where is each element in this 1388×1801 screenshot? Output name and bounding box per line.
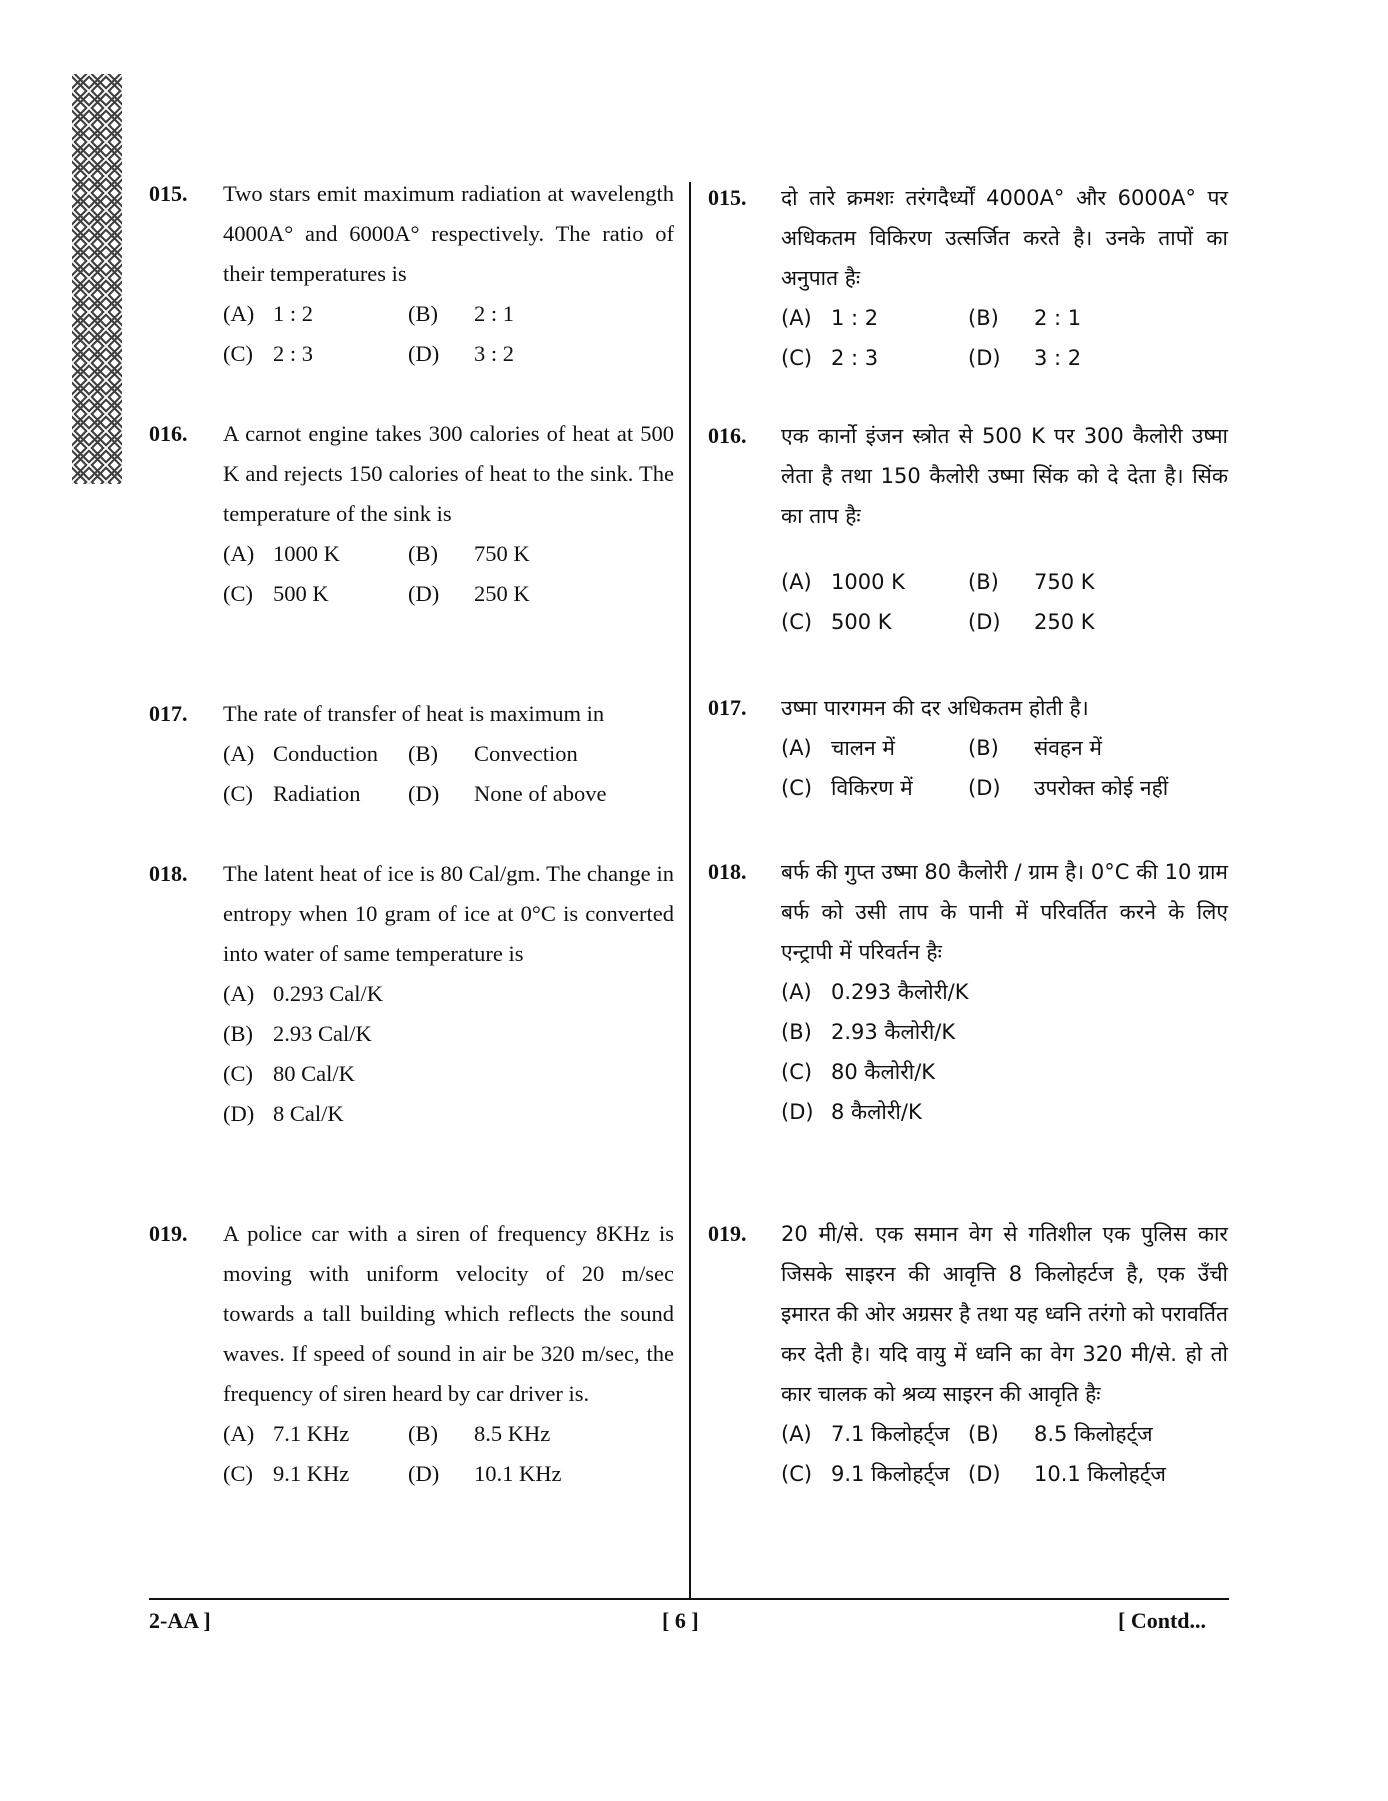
option-value: 9.1 KHz [273, 1461, 350, 1486]
option-label: (C) [781, 1060, 813, 1084]
option-value: None of above [474, 781, 607, 806]
question-number: 016. [708, 423, 747, 448]
question-text: 20 मी/से. एक समान वेग से गतिशील एक पुलिस कार जिसके साइरन की आवृत्ति 8 किलोहर्टज है, एक उँची इमारत की ओर अग्रसर है तथा यह ध्वनि तरंगो को परावर्तित कर देती है। यदि वायु में ध्वनि का वेग 320 मी/से. हो तो कार चालक को श्रव्य साइरन की आवृति हैः [781, 1222, 1228, 1406]
question-016-hi [708, 416, 1228, 642]
option-value: 8 कैलोरी/K [831, 1100, 922, 1124]
footer-rule [149, 1598, 1229, 1600]
question-text: A police car with a siren of frequency 8KHz is moving with uniform velocity of 20 m/sec towards a tall building which reflects the sound waves. If speed of sound in air be 320 m/sec, the frequency of siren heard by car driver is. [223, 1221, 674, 1406]
option-label: (A) [223, 541, 255, 566]
option-value: 750 K [474, 541, 530, 566]
option-value: 1000 K [273, 541, 340, 566]
column-divider [689, 182, 691, 1598]
option-value: Radiation [273, 781, 361, 806]
option-label: (A) [223, 301, 255, 326]
option-value: 8 Cal/K [273, 1101, 344, 1126]
option-label: (D) [408, 781, 440, 806]
option-value: विकिरण में [831, 776, 913, 800]
option-label: (D) [408, 341, 440, 366]
option-value: 80 कैलोरी/K [831, 1060, 936, 1084]
option-value: 10.1 किलोहर्ट्ज [1034, 1462, 1166, 1486]
option-value: 8.5 KHz [474, 1421, 551, 1446]
options [223, 534, 674, 614]
options [781, 728, 1228, 808]
question-019-hi [708, 1214, 1228, 1494]
question-015-en [149, 174, 674, 374]
question-text: बर्फ की गुप्त उष्मा 80 कैलोरी / ग्राम है। 0°C की 10 ग्राम बर्फ को उसी ताप के पानी में परिवर्तित करने के लिए एन्ट्रापी में परिवर्तन हैः [781, 860, 1228, 964]
question-number: 019. [708, 1221, 747, 1246]
option-label: (C) [223, 781, 253, 806]
option-label: (B) [968, 736, 999, 760]
option-label: (D) [408, 1461, 440, 1486]
option-label: (B) [408, 741, 438, 766]
question-text: The rate of transfer of heat is maximum in [223, 701, 605, 726]
option-value: 1 : 2 [831, 306, 879, 330]
question-019-en [149, 1214, 674, 1494]
question-017-en [149, 694, 674, 814]
option-value: 500 K [831, 610, 892, 634]
option-value: 250 K [1034, 610, 1095, 634]
option-value: उपरोक्त कोई नहीं [1034, 776, 1169, 800]
option-label: (B) [781, 1020, 812, 1044]
option-label: (B) [968, 1422, 999, 1446]
question-015-hi [708, 178, 1228, 378]
option-label: (B) [408, 301, 438, 326]
option-label: (D) [223, 1101, 255, 1126]
footer-code: 2-AA ] [149, 1608, 211, 1633]
watermark-pattern [72, 74, 122, 484]
option-label: (D) [408, 581, 440, 606]
option-value: 2 : 1 [474, 301, 515, 326]
question-number: 015. [149, 181, 188, 206]
option-label: (D) [781, 1100, 814, 1124]
options [223, 294, 674, 374]
option-label: (A) [223, 981, 255, 1006]
option-label: (A) [781, 736, 812, 760]
option-value: 3 : 2 [474, 341, 515, 366]
question-text: दो तारे क्रमशः तरंगदैर्ध्यों 4000A° और 6000A° पर अधिकतम विकिरण उत्सर्जित करते है। उनके तापों का अनुपात हैः [781, 186, 1228, 290]
footer-contd: [ Contd... [1118, 1608, 1207, 1633]
option-label: (C) [781, 776, 813, 800]
question-number: 016. [149, 421, 188, 446]
question-number: 019. [149, 1221, 188, 1246]
option-label: (B) [223, 1021, 253, 1046]
question-text: A carnot engine takes 300 calories of heat at 500 K and rejects 150 calories of heat to the sink. The temperature of the sink is [223, 421, 674, 526]
option-value: 1 : 2 [273, 301, 314, 326]
option-value: 500 K [273, 581, 329, 606]
option-value: चालन में [831, 736, 895, 760]
option-label: (A) [781, 570, 812, 594]
option-value: 0.293 कैलोरी/K [831, 980, 969, 1004]
option-value: 7.1 KHz [273, 1421, 350, 1446]
options [781, 562, 1228, 642]
option-value: संवहन में [1034, 736, 1102, 760]
options [781, 1414, 1228, 1494]
option-value: 8.5 किलोहर्ट्ज [1034, 1422, 1153, 1446]
option-value: 3 : 2 [1034, 346, 1082, 370]
option-label: (B) [408, 541, 438, 566]
option-label: (C) [223, 1061, 253, 1086]
options [223, 1414, 674, 1494]
question-text: एक कार्नो इंजन स्त्रोत से 500 K पर 300 कैलोरी उष्मा लेता है तथा 150 कैलोरी उष्मा सिंक को दे देता है। सिंक का ताप हैः [781, 424, 1228, 528]
question-text: उष्मा पारगमन की दर अधिकतम होती है। [781, 696, 1089, 720]
option-label: (C) [781, 610, 813, 634]
option-value: 2.93 Cal/K [273, 1021, 372, 1046]
option-label: (A) [781, 980, 812, 1004]
option-value: 750 K [1034, 570, 1095, 594]
option-label: (B) [408, 1421, 438, 1446]
option-label: (A) [781, 306, 812, 330]
question-number: 015. [708, 185, 747, 210]
option-value: 2 : 3 [831, 346, 879, 370]
option-label: (A) [223, 741, 255, 766]
option-label: (C) [781, 346, 813, 370]
page-number: [ 6 ] [662, 1608, 699, 1633]
option-label: (A) [781, 1422, 812, 1446]
option-value: 80 Cal/K [273, 1061, 355, 1086]
option-label: (D) [968, 610, 1001, 634]
question-number: 018. [708, 859, 747, 884]
option-label: (C) [223, 341, 253, 366]
option-value: Conduction [273, 741, 378, 766]
option-value: 2 : 1 [1034, 306, 1082, 330]
options [781, 298, 1228, 378]
option-label: (D) [968, 1462, 1001, 1486]
option-label: (C) [223, 581, 253, 606]
question-018-en [149, 854, 674, 1134]
option-value: 1000 K [831, 570, 905, 594]
question-017-hi [708, 688, 1228, 808]
option-label: (B) [968, 306, 999, 330]
option-value: Convection [474, 741, 578, 766]
options [223, 974, 674, 1134]
option-label: (A) [223, 1421, 255, 1446]
option-label: (B) [968, 570, 999, 594]
option-value: 2.93 कैलोरी/K [831, 1020, 956, 1044]
option-value: 2 : 3 [273, 341, 314, 366]
options [223, 734, 674, 814]
question-text: The latent heat of ice is 80 Cal/gm. The change in entropy when 10 gram of ice at 0°C is converted into water of same temperature is [223, 861, 674, 966]
options [781, 972, 1228, 1132]
option-value: 10.1 KHz [474, 1461, 562, 1486]
option-value: 9.1 किलोहर्ट्ज [831, 1462, 950, 1486]
option-value: 0.293 Cal/K [273, 981, 383, 1006]
option-value: 250 K [474, 581, 530, 606]
question-016-en [149, 414, 674, 614]
question-number: 017. [708, 695, 747, 720]
question-number: 017. [149, 701, 188, 726]
option-label: (C) [781, 1462, 813, 1486]
question-018-hi [708, 852, 1228, 1132]
option-label: (D) [968, 776, 1001, 800]
option-label: (D) [968, 346, 1001, 370]
option-value: 7.1 किलोहर्ट्ज [831, 1422, 950, 1446]
option-label: (C) [223, 1461, 253, 1486]
question-text: Two stars emit maximum radiation at wavelength 4000A° and 6000A° respectively. The ratio of their temperatures is [223, 181, 674, 286]
question-number: 018. [149, 861, 188, 886]
